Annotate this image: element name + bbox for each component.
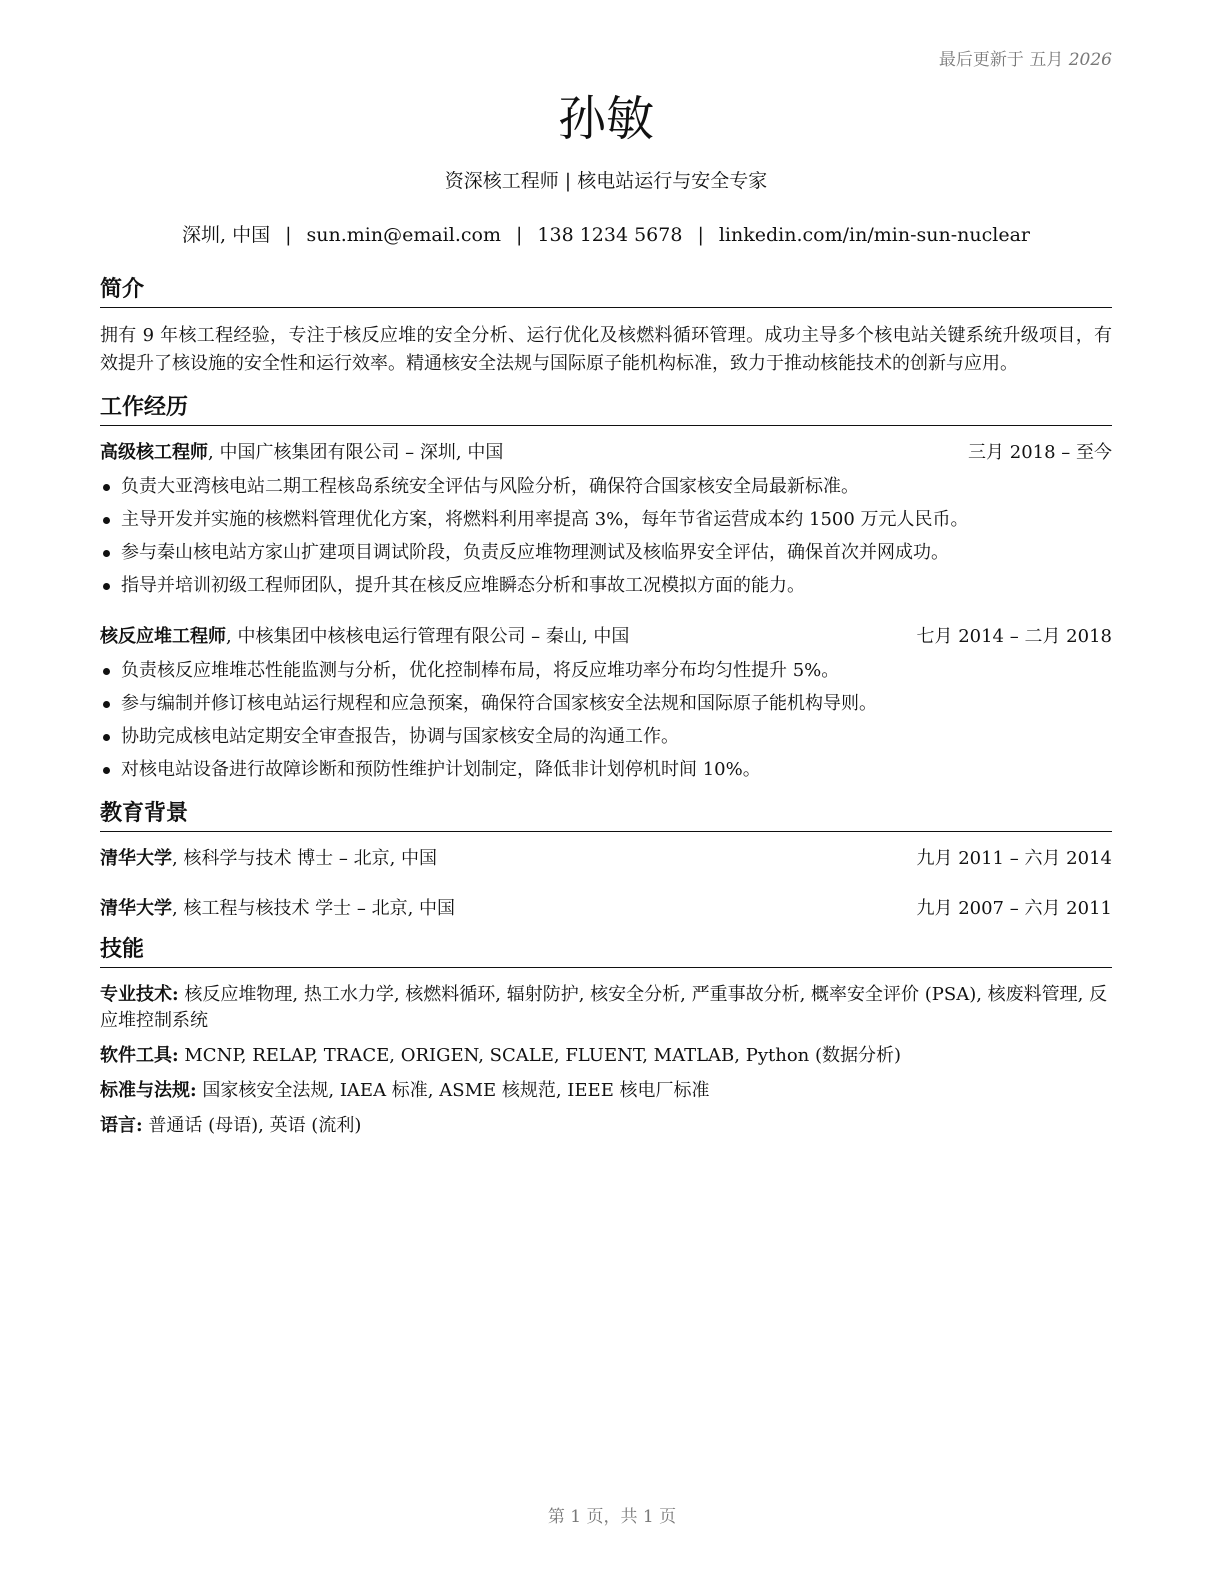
last-updated-month: 五月 bbox=[1029, 50, 1064, 70]
skill-value: 核反应堆物理, 热工水力学, 核燃料循环, 辐射防护, 核安全分析, 严重事故分析, 概率安全评价 (PSA), 核废料管理, 反应堆控制系统 bbox=[100, 984, 1108, 1031]
job-org: , 中核集团中核核电运行管理有限公司 – 秦山, 中国 bbox=[226, 626, 630, 647]
section-title-education: 教育背景 bbox=[100, 800, 1112, 832]
job-org: , 中国广核集团有限公司 – 深圳, 中国 bbox=[208, 442, 504, 463]
job-bullets bbox=[100, 654, 1112, 786]
contact-separator: | bbox=[285, 224, 292, 246]
contact-location: 深圳, 中国 bbox=[182, 224, 271, 246]
education-entry bbox=[100, 846, 1112, 872]
contact-phone: 138 1234 5678 bbox=[537, 224, 683, 246]
job-title-line bbox=[100, 440, 503, 466]
skill-value: MCNP, RELAP, TRACE, ORIGEN, SCALE, FLUENT, MATLAB, Python (数据分析) bbox=[178, 1045, 902, 1066]
education-dates: 九月 2011 – 六月 2014 bbox=[916, 848, 1112, 869]
education-school: 清华大学 bbox=[100, 898, 172, 919]
job-bullet: 负责大亚湾核电站二期工程核岛系统安全评估与风险分析，确保符合国家核安全局最新标准。 bbox=[100, 470, 1112, 503]
job-bullet: 对核电站设备进行故障诊断和预防性维护计划制定，降低非计划停机时间 10%。 bbox=[100, 753, 1112, 786]
job-bullet: 参与编制并修订核电站运行规程和应急预案，确保符合国家核安全法规和国际原子能机构导则。 bbox=[100, 687, 1112, 720]
summary-text: 拥有 9 年核工程经验，专注于核反应堆的安全分析、运行优化及核燃料循环管理。成功主导多个核电站关键系统升级项目，有效提升了核设施的安全性和运行效率。精通核安全法规与国际原子能机构标准，致力于推动核能技术的创新与应用。 bbox=[100, 325, 1112, 374]
skill-line bbox=[100, 1113, 1112, 1139]
job-dates: 三月 2018 – 至今 bbox=[968, 442, 1112, 463]
education-title-line bbox=[100, 896, 455, 922]
contact-email[interactable]: sun.min@email.com bbox=[306, 224, 501, 246]
education-detail: , 核工程与核技术 学士 – 北京, 中国 bbox=[172, 898, 456, 919]
page-footer: 第 1 页，共 1 页 bbox=[547, 1507, 677, 1527]
job-entry bbox=[100, 440, 1112, 602]
job-bullets bbox=[100, 470, 1112, 602]
education-title-line bbox=[100, 846, 437, 872]
resume-page bbox=[100, 80, 1112, 1148]
skills-list bbox=[100, 982, 1112, 1139]
job-header bbox=[100, 440, 1112, 466]
job-role: 核反应堆工程师 bbox=[100, 626, 226, 647]
last-updated-label: 最后更新于 bbox=[938, 50, 1024, 70]
section-title-summary: 简介 bbox=[100, 276, 1112, 308]
education-entry bbox=[100, 896, 1112, 922]
skill-value: 普通话 (母语), 英语 (流利) bbox=[142, 1115, 362, 1136]
job-bullet: 负责核反应堆堆芯性能监测与分析，优化控制棒布局，将反应堆功率分布均匀性提升 5%。 bbox=[100, 654, 1112, 687]
last-updated bbox=[939, 45, 1112, 70]
skill-line bbox=[100, 982, 1112, 1034]
job-role: 高级核工程师 bbox=[100, 442, 208, 463]
candidate-name: 孙敏 bbox=[557, 91, 654, 147]
education-detail: , 核科学与技术 博士 – 北京, 中国 bbox=[172, 848, 438, 869]
job-bullet: 参与秦山核电站方家山扩建项目调试阶段，负责反应堆物理测试及核临界安全评估，确保首次并网成功。 bbox=[100, 536, 1112, 569]
skill-key: 软件工具: bbox=[100, 1045, 179, 1066]
skill-line bbox=[100, 1078, 1112, 1104]
job-bullet: 协助完成核电站定期安全审查报告，协调与国家核安全局的沟通工作。 bbox=[100, 720, 1112, 753]
skill-key: 标准与法规: bbox=[100, 1080, 197, 1101]
last-updated-year: 2026 bbox=[1068, 50, 1112, 70]
contact-separator: | bbox=[515, 224, 523, 246]
headline: 资深核工程师 | 核电站运行与安全专家 bbox=[444, 170, 768, 192]
job-header bbox=[100, 624, 1112, 650]
contact-separator: | bbox=[697, 224, 704, 246]
skill-line bbox=[100, 1043, 1112, 1069]
contact-linkedin[interactable]: linkedin.com/in/min-sun-nuclear bbox=[718, 224, 1030, 246]
job-dates: 七月 2014 – 二月 2018 bbox=[916, 626, 1112, 647]
job-entry bbox=[100, 624, 1112, 786]
contact-line bbox=[100, 222, 1112, 248]
section-title-skills: 技能 bbox=[100, 936, 1112, 968]
job-bullet: 主导开发并实施的核燃料管理优化方案，将燃料利用率提高 3%，每年节省运营成本约 1500 万元人民币。 bbox=[100, 503, 1112, 536]
section-title-experience: 工作经历 bbox=[100, 394, 1112, 426]
job-title-line bbox=[100, 624, 629, 650]
skill-key: 语言: bbox=[100, 1115, 143, 1136]
education-dates: 九月 2007 – 六月 2011 bbox=[916, 898, 1112, 919]
skill-value: 国家核安全法规, IAEA 标准, ASME 核规范, IEEE 核电厂标准 bbox=[196, 1080, 710, 1101]
job-bullet: 指导并培训初级工程师团队，提升其在核反应堆瞬态分析和事故工况模拟方面的能力。 bbox=[100, 569, 1112, 602]
education-school: 清华大学 bbox=[100, 848, 172, 869]
skill-key: 专业技术: bbox=[100, 984, 179, 1005]
